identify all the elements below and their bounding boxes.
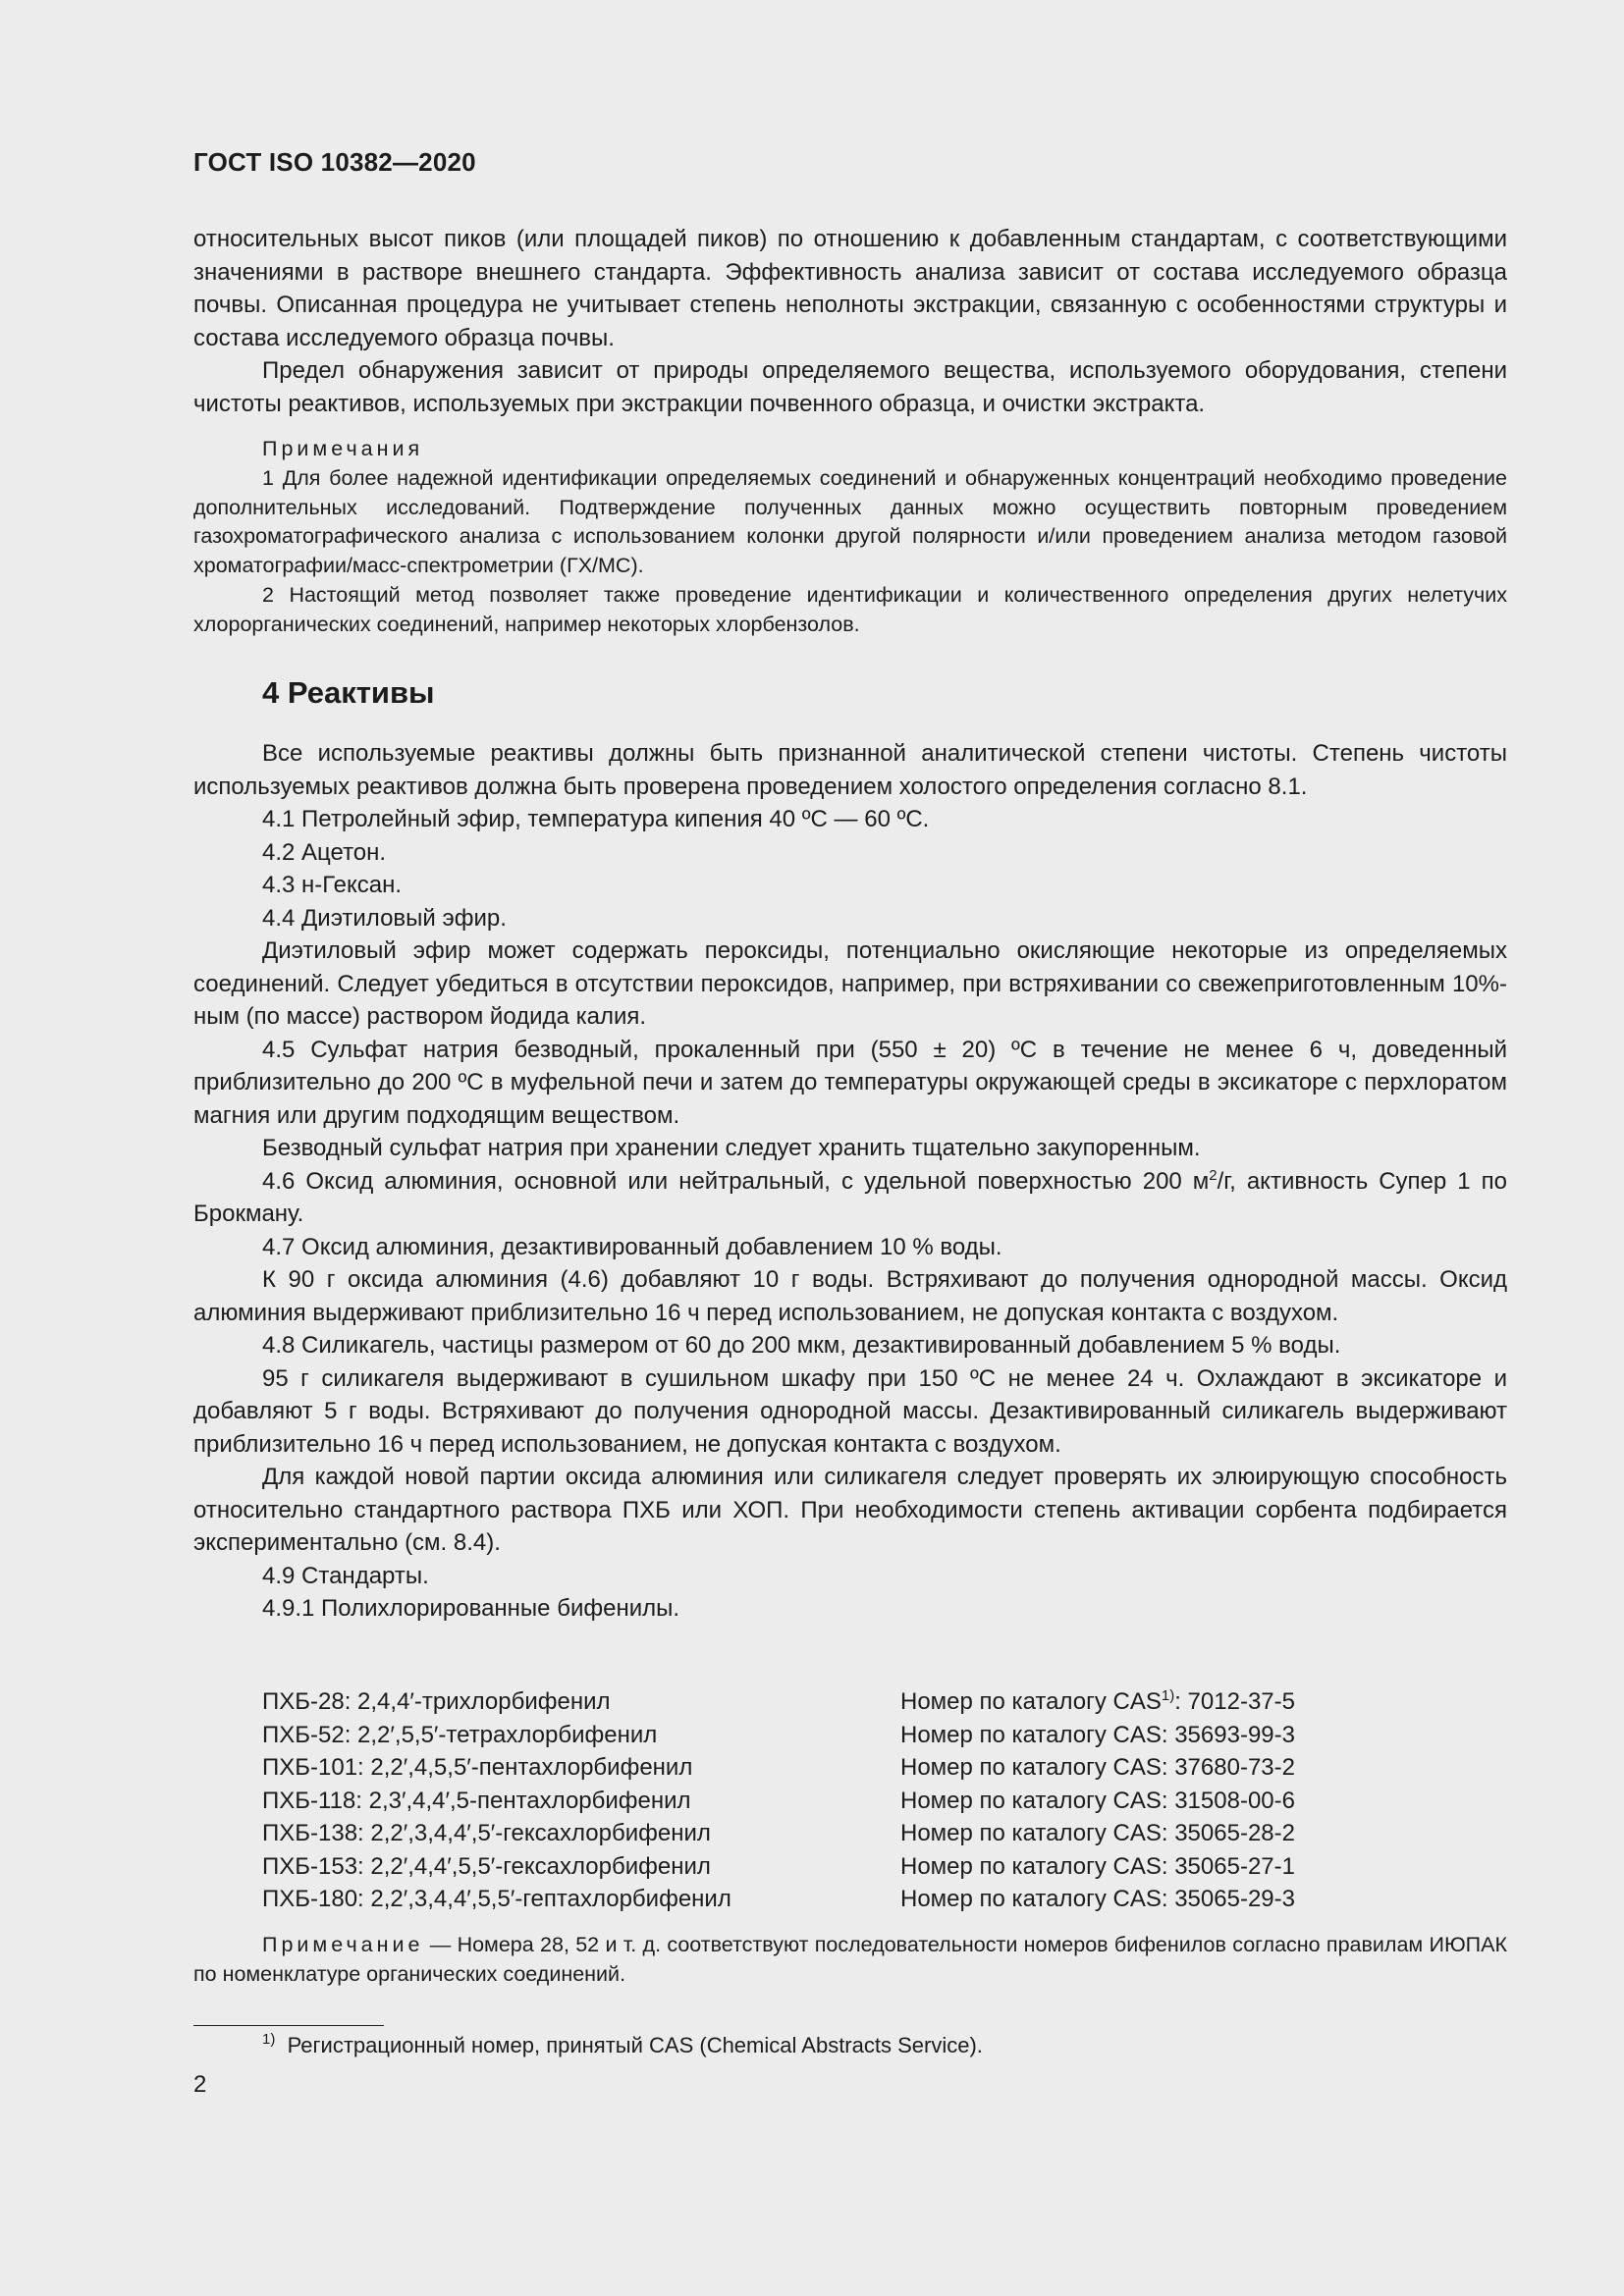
item-4-6-part-b: /г, активность Супер 1 по Брокману. xyxy=(193,1167,1507,1227)
pcb-cas xyxy=(900,1719,1295,1752)
cas-number: : 31508-00-6 xyxy=(1161,1787,1295,1814)
pcb-name: ПХБ-118: 2,3′,4,4′,5-пентахлорбифенил xyxy=(262,1787,691,1814)
pcb-name: ПХБ-52: 2,2′,5,5′-тетрахлорбифенил xyxy=(262,1721,658,1748)
cas-label: Номер по каталогу CAS xyxy=(900,1787,1162,1814)
item-4-3: 4.3 н-Гексан. xyxy=(262,872,403,898)
pcb-cas xyxy=(900,1850,1295,1884)
cas-number: : 35065-27-1 xyxy=(1161,1852,1295,1880)
section-4-heading: 4 Реактивы xyxy=(262,675,435,710)
note-2: 2 Настоящий метод позволяет также проведение идентификации и количественного определения других нелетучих хлорорганических соединений, например некоторых хлорбензолов. xyxy=(193,582,1507,636)
item-4-8-text: 95 г силикагеля выдерживают в сушильном шкафу при 150 ºС не менее 24 ч. Охлаждают в эксикаторе и добавляют 5 г воды. Встряхивают до получения однородной массы. Дезактивированный силикагель выдерживают приблизительно 16 ч перед использованием, не допуская контакта с воздухом. xyxy=(193,1364,1507,1458)
intro-block xyxy=(193,223,1507,420)
cas-label: Номер по каталогу CAS xyxy=(900,1886,1162,1912)
footnote-marker: 1) xyxy=(262,2031,276,2048)
cas-label: Номер по каталогу CAS xyxy=(900,1820,1162,1846)
pcb-cas xyxy=(900,1883,1295,1916)
cas-number: : 37680-73-2 xyxy=(1161,1754,1295,1781)
pcb-name: ПХБ-153: 2,2′,4,4′,5,5′-гексахлорбифенил xyxy=(262,1852,711,1880)
intro-paragraph-2: Предел обнаружения зависит от природы определяемого вещества, используемого оборудования, степени чистоты реактивов, используемых при экстракции почвенного образца, и очистки экстракта. xyxy=(193,357,1507,417)
pcb-name: ПХБ-28: 2,4,4′-трихлорбифенил xyxy=(262,1688,611,1715)
section-4-body xyxy=(193,737,1507,1626)
item-4-8-text-2: Для каждой новой партии оксида алюминия или силикагеля следует проверять их элюирующую способность относительно стандартного раствора ПХБ или ХОП. При необходимости степень активации сорбента подбирается экспериментально (см. 8.4). xyxy=(193,1464,1507,1556)
footnote-divider xyxy=(193,2025,384,2026)
pcb-name: ПХБ-180: 2,2′,3,4,4′,5,5′-гептахлорбифенил xyxy=(262,1886,731,1912)
pcb-note-text: — Номера 28, 52 и т. д. соответствуют последовательности номеров бифенилов согласно правилам ИЮПАК по номенклатуре органических соединений. xyxy=(193,1933,1507,1986)
pcb-cas xyxy=(900,1685,1295,1719)
pcb-cas xyxy=(900,1817,1295,1850)
item-4-6-superscript: 2 xyxy=(1209,1166,1218,1184)
cas-label: Номер по каталогу CAS xyxy=(900,1688,1162,1715)
footnote xyxy=(262,2031,983,2060)
document-header: ГОСТ ISO 10382—2020 xyxy=(193,147,476,177)
pcb-name: ПХБ-138: 2,2′,3,4,4′,5′-гексахлорбифенил xyxy=(262,1820,711,1846)
item-4-9: 4.9 Стандарты. xyxy=(262,1562,429,1589)
item-4-7: 4.7 Оксид алюминия, дезактивированный добавлением 10 % воды. xyxy=(262,1233,1002,1260)
cas-number: : 35065-29-3 xyxy=(1161,1886,1295,1912)
item-4-8: 4.8 Силикагель, частицы размером от 60 до 200 мкм, дезактивированный добавлением 5 % воды. xyxy=(262,1332,1341,1359)
item-4-7-text: К 90 г оксида алюминия (4.6) добавляют 10 г воды. Встряхивают до получения однородной массы. Оксид алюминия выдерживают приблизительно 16 ч перед использованием, не допуская контакта с воздухом. xyxy=(193,1266,1507,1326)
notes-title: Примечания xyxy=(262,437,424,460)
item-4-9-1: 4.9.1 Полихлорированные бифенилы. xyxy=(262,1595,680,1622)
cas-label: Номер по каталогу CAS xyxy=(900,1754,1162,1781)
item-4-1: 4.1 Петролейный эфир, температура кипения 40 ºС — 60 ºС. xyxy=(262,806,930,832)
pcb-name: ПХБ-101: 2,2′,4,5,5′-пентахлорбифенил xyxy=(262,1754,693,1781)
note-1: 1 Для более надежной идентификации определяемых соединений и обнаруженных концентраций необходимо проведение дополнительных исследований. Подтверждение полученных данных можно осуществить повторным проведением газохроматографического анализа с использованием колонки другой полярности и/или проведением анализа методом газовой хроматографии/масс-спектрометрии (ГХ/МС). xyxy=(193,465,1507,578)
cas-label: Номер по каталогу CAS xyxy=(900,1721,1162,1748)
pcb-note xyxy=(193,1931,1507,1990)
intro-paragraph-1: относительных высот пиков (или площадей пиков) по отношению к добавленным стандартам, с соответствующими значениями в растворе внешнего стандарта. Эффективность анализа зависит от состава исследуемого образца почвы. Описанная процедура не учитывает степень неполноты экстракции, связанную с особенностями структуры и состава исследуемого образца почвы. xyxy=(193,226,1507,351)
notes-block xyxy=(193,435,1507,640)
page-number: 2 xyxy=(193,2071,207,2098)
item-4-4-text: Диэтиловый эфир может содержать пероксиды, потенциально окисляющие некоторые из определяемых соединений. Следует убедиться в отсутствии пероксидов, например, при встряхивании со свежеприготовленным 10%-ным (по массе) раствором йодида калия. xyxy=(193,937,1507,1030)
cas-number: : 7012-37-5 xyxy=(1174,1688,1295,1715)
pcb-cas xyxy=(900,1785,1295,1818)
section-4-intro: Все используемые реактивы должны быть признанной аналитической степени чистоты. Степень чистоты используемых реактивов должна быть проверена проведением холостого определения согласно 8.1. xyxy=(193,740,1507,800)
item-4-6 xyxy=(193,1165,1507,1231)
footnote-text: Регистрационный номер, принятый CAS (Chemical Abstracts Service). xyxy=(287,2033,983,2057)
item-4-2: 4.2 Ацетон. xyxy=(262,838,387,866)
pcb-cas xyxy=(900,1751,1295,1785)
item-4-4: 4.4 Диэтиловый эфир. xyxy=(262,904,507,932)
item-4-5: 4.5 Сульфат натрия безводный, прокаленный при (550 ± 20) ºС в течение не менее 6 ч, доведенный приблизительно до 200 ºС в муфельной печи и затем до температуры окружающей среды в эксикаторе с перхлоратом магния или другим подходящим веществом. xyxy=(193,1036,1507,1129)
pcb-note-label: Примечание xyxy=(262,1933,424,1956)
cas-number: : 35693-99-3 xyxy=(1161,1721,1295,1748)
footnote-ref: 1) xyxy=(1161,1687,1175,1704)
cas-number: : 35065-28-2 xyxy=(1161,1820,1295,1846)
item-4-5-text: Безводный сульфат натрия при хранении следует хранить тщательно закупоренным. xyxy=(262,1135,1201,1161)
item-4-6-part-a: 4.6 Оксид алюминия, основной или нейтральный, с удельной поверхностью 200 м xyxy=(262,1167,1210,1195)
pcb-note-block xyxy=(193,1931,1507,1990)
cas-label: Номер по каталогу CAS xyxy=(900,1852,1162,1880)
